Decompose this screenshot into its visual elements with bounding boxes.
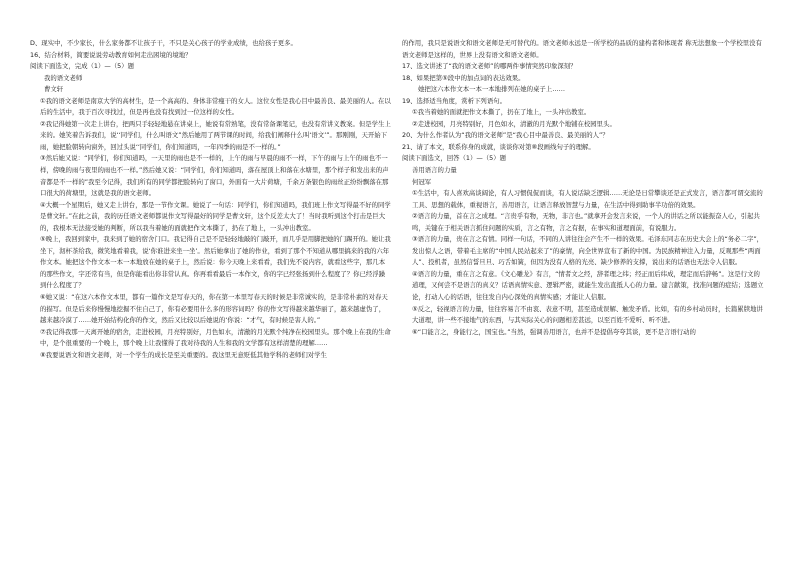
paragraph-8: ⑧我要说语文和语文老师，对一个学生的成长是至关重要的。我这里无意贬低其他学科的老师们对学生 <box>40 350 327 359</box>
question-18-quote: 她把这六本作文本一本一本地排列在她的桌子上…… <box>418 85 565 94</box>
paragraph-7: ⑦我记得我那一天离开她的宿舍，走进校园，月亮特别好，月色如水，清澈的月光默个纯净在校园里头。那个晚上在我的生命中，是个很重要的一个晚上，那个晚上让我懂得了我对待我的人生和我的文学都有这样清楚的理解…… <box>40 327 391 348</box>
reading-instruction-2: 阅读下面选文，回答（1）—（5）题 <box>402 154 506 163</box>
paragraph-2: ②我记得她第一次走上讲台，把两只手轻轻地悬在讲桌上，她说有常熟笔，没有常备课笔记，也没有常讲义教案。但是学生上来的。她笑着告诉我们，说‘‘同学们，什么叫语文”然后她用了两节课的时间，给我们阐释什么叫‘语文’”。那刚刚，天开始下雨，她把脸朝转向窗外，回过头说‘‘同学们，你们知道吗，一年四季的雨是不一样的。” <box>40 119 391 151</box>
paragraph-5: ⑤晚上，我回到家中，我来到了她的宿舍门口。我记得自己是不是轻轻地敲的门敲开，而几乎是用脚把她的门踢开的。她让我坐下，沏杯茶给我，微笑地看着我，说‘你谁进来坐一坐’。然后她拿出了她的作业，看到了那个不知道从哪里搞来的我的六年作文本。她把这个作文本一本一本地放在她的桌子上，然后说：你今天晚上来看看，我们先不说内容，就看这些字，那几本的那些作文，字还常有当，但是你能看出你非常认真。你再看看最后一本作文，你的字已经张扬到什么程度了？你已经浮躁到什么程度了？ <box>40 235 391 290</box>
left-column <box>30 38 391 361</box>
paragraph-8-continued: 的作用，我只是说语文和语文老师是无可替代的。语文老师永远是一所学校的品质的建构者和体现者 称无法想象一个学校里没有语文老师是这样的，世界上没有语文和语文老师。 <box>402 39 762 59</box>
question-16: 16、结合材料，简要说说劳动教育如何走出困境的境地？ <box>30 50 192 59</box>
paragraph-3: ③然后她又说：“同学们，你们知道吗，一天里的雨也是不一样的，上午的雨与早晨的雨不一样，下午的雨与上午的雨也不一样，傍晚的雨与夜里的雨也不一样。”然后她又说：“同学们，你们知道吗，落在屋顶上和落在水塘里，那个样子和发出来的声音都是不一样的”我至今记得，我们所有的同学都把脸转向了窗口，外面有一大片荷塘，千余万条银色的雨丝正纷纷飘落在那口很大的荷塘里，这就是我的语文老师。 <box>40 154 389 198</box>
paragraph-1: ①我的语文老师是南京大学的高材生，是一个高高的、身体非常瘦干的女人。这位女性是我心目中最善良、最美丽的人。在以后的生活中，我于百次寻找过，但是再也没有找到过一位这样的女性。 <box>40 96 391 117</box>
essay2-paragraph-1: ①生活中，有人喜欢高谈阔论，有人习惯侃侃而谈，有人说话缺乏逻辑……无论是日常攀谈还是正式发言，语言都可谓交流的工具、思想的载体，重视语言，善用语言，让语言释放智慧与力量，在生活中得到助事半功倍的效果。 <box>412 189 763 209</box>
paragraph-6: ⑥她又说：“在这六本作文本里，都有一篇作文是写春天的，你在第一本里写春天的时候是非常诚实的，是非常朴素的对春天的描写。但是后来你慢慢地挖掘不住自己了，你有必要用什么多的形容词吗？你的作文写得越来越华丽了，越来越虚伪了，越来越冷漠了……她开始结构化你的作文，然后又比较以后她说的‘你说：“才气，有时候是害人的。” <box>40 293 388 325</box>
question-19: 19、选择适当角度，赏析下列语句。 <box>402 96 506 105</box>
reading-instruction: 阅读下面选文，完成（1）—（5）题 <box>30 62 134 71</box>
essay-author: 曹文轩 <box>44 85 64 94</box>
question-20: 20、为什么作者认为“我的语文老师”是“我心目中最善良、最美丽的人”？ <box>402 131 609 140</box>
essay2-paragraph-4: ④语言的力量，重在言之有意。《文心雕龙》有言，“情者文之经，辞者理之纬；经正而后纬成，理定而后辞畅”。这是行文的道理，又何尝不是语言的真义？话语真情实意、逻辑严密，就能生发出直抵人心的力量。建言献策，找准问题的症结；选题立论，打动人心的话语，往往发自内心深处的真情实感；才能让人信服。 <box>412 269 764 302</box>
essay2-paragraph-3: ③语言的力量，贵在言之有情。同样一句话，不同的人讲往往会产生不一样的效果。毛泽东同志在历史大会上的“务必二字”，发出惊人之语，带着毛主席的“中国人民站起来了”的豪情，向全世界宣布了新的中国。为民族精神注入力量，反观那些“两面人”、投机者，虽然信誓旦旦、巧舌如簧，但因为没有人格的光亮、缺少修养的支撑，说出来的话语也无法令人信服。 <box>412 235 764 267</box>
essay2-paragraph-2: ②语言的力量，首在言之成理。“言贵乎有物，无物，非言也。”就拿开会发言来说，一个人的讲话之所以能振奋人心，引起共鸣，关键在于相关语言抓住问题的实质，言之有物，言之有据，在事实和道理面前，有说服力。 <box>412 212 760 232</box>
question-19-item-2: ②走进校园，月亮特别好，月色如水，清澈的月光默个地铺在校园里头。 <box>412 119 616 128</box>
question-21: 21、请了本文，联系你身的成就，谈谈你对第⑧段画线句子的理解。 <box>402 142 595 151</box>
option-d-text: D、现实中，不少家长，什么家务都不让孩子干，不只是关心孩子的学业成绩，也给孩子更多。 <box>30 39 297 47</box>
question-17: 17、选文讲述了“我的语文老师”的哪两件事情突然印象深刻？ <box>402 62 577 71</box>
essay2-paragraph-6: ⑥“口能言之，身能行之，国宝也。”当然，强调善用语言，也并不是提倡夸夸其谈，更不是言语行动的 <box>412 327 696 336</box>
paragraph-4: ④大概一个星期后，她又走上讲台，那是一节作文课。她说了一句话：同学们，你们知道吗，我们班上作文写得最不好的同学是曹文轩。”在此之前，我的历任语文老师都说作文写得最好的同学是曹文轩，这个反差太大了！当时我听到这个打击是巨大的，我根本无法接受她的判断，所以我当着她的面就把作文本撕了，扔在了地上，一头冲出教室。 <box>40 200 391 232</box>
essay2-author: 何冠军 <box>412 177 432 186</box>
essay-title: 我的语文老师 <box>44 73 83 82</box>
question-18: 18、如果把第⑤段中的加点词的表达效果。 <box>402 73 525 82</box>
question-19-item-1: ①我当着她的面就把作文本撕了，扔在了地上，一头冲出教室。 <box>412 108 591 117</box>
right-column <box>402 38 766 338</box>
essay2-paragraph-5: ⑤反之，轻视语言的力量，往往容易言不由衷、表意不明，甚至造成误解、触发矛盾。比如，有的乡村动员时，长篇累牍地讲大道理，讲一些不接地气的东西，与其实际关心的问题相差甚远，以至百姓不爱听、听不进。 <box>412 304 763 325</box>
essay2-title: 善用语言的力量 <box>412 166 457 175</box>
